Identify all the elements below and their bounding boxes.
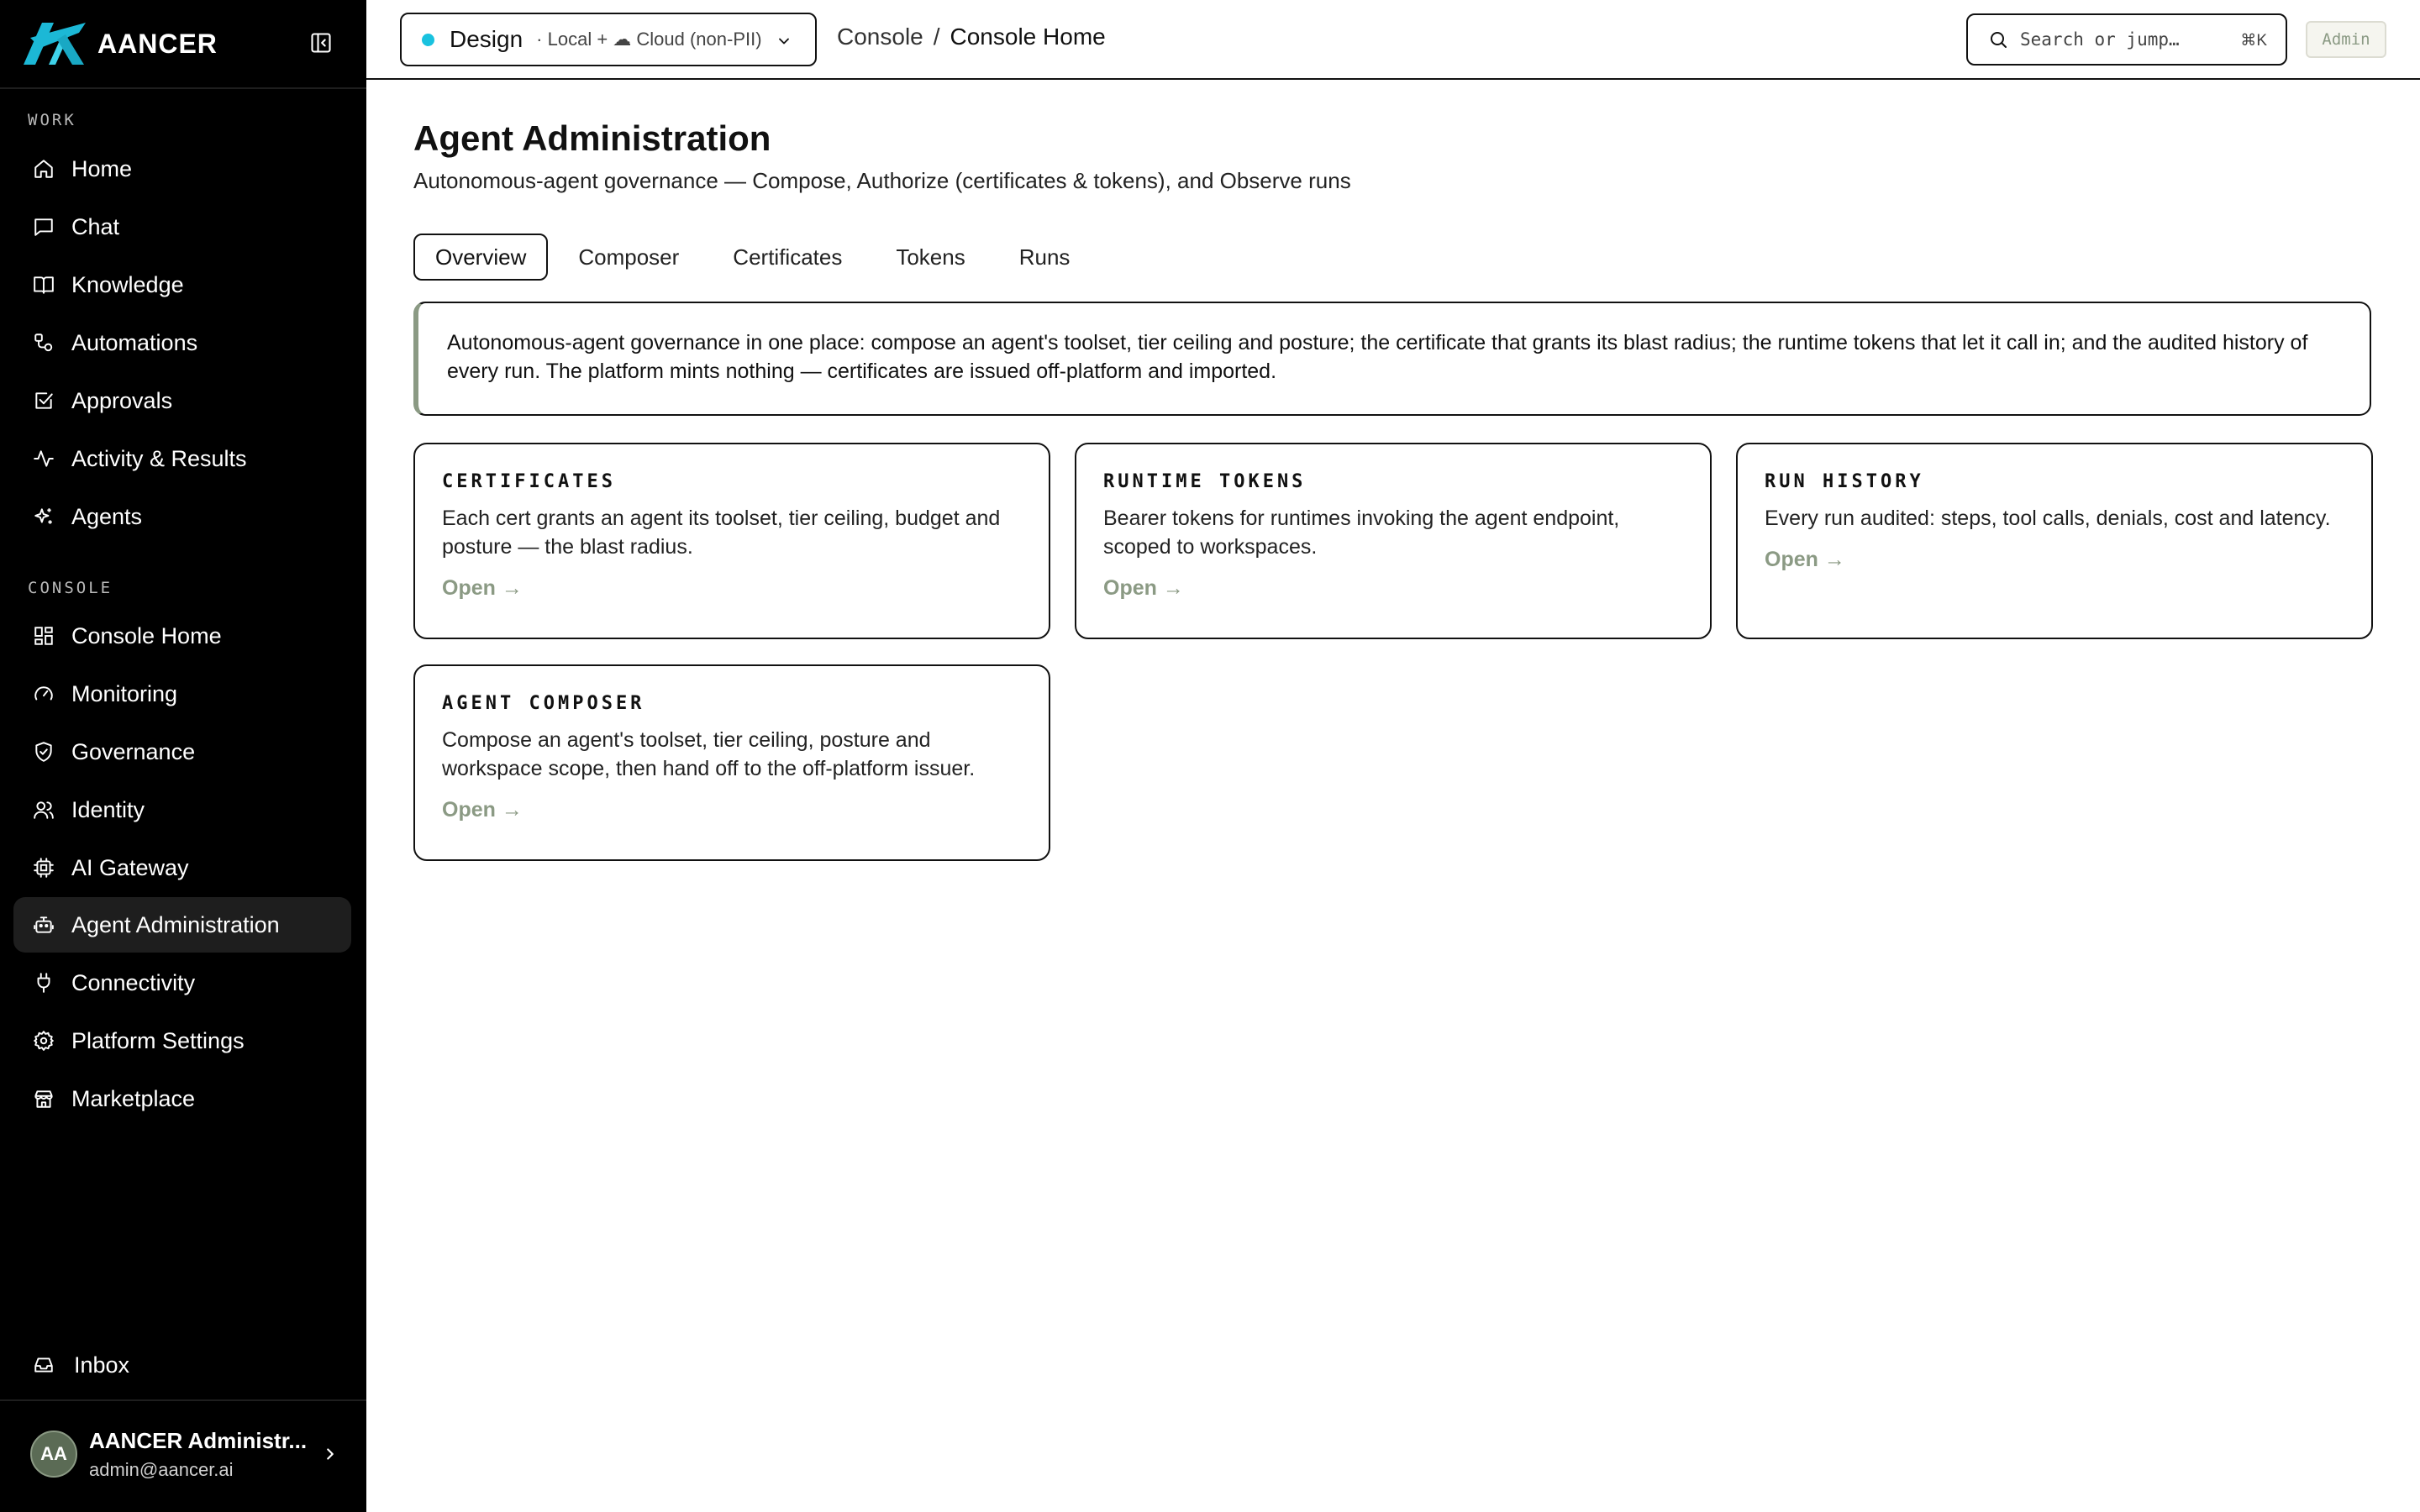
breadcrumb-separator: / — [933, 24, 940, 50]
user-name: AANCER Administr... — [89, 1427, 308, 1453]
avatar: AA — [30, 1431, 77, 1478]
sidebar-item-marketplace[interactable] — [13, 1071, 351, 1126]
sidebar-item-label: Governance — [71, 738, 196, 764]
sidebar-item-connectivity[interactable] — [13, 955, 351, 1011]
sidebar-item-identity[interactable] — [13, 782, 351, 837]
sidebar-item-label: Approvals — [71, 387, 173, 413]
home-icon — [32, 157, 55, 181]
users-icon — [32, 798, 55, 822]
page-title: Agent Administration — [413, 118, 771, 158]
sidebar-item-console-home[interactable] — [13, 608, 351, 664]
sidebar-item-knowledge[interactable] — [13, 257, 351, 312]
sidebar-item-inbox[interactable] — [13, 1337, 351, 1393]
card-title: RUNTIME TOKENS — [1103, 471, 1307, 492]
tab-composer[interactable]: Composer — [578, 244, 680, 270]
sidebar-item-label: Console Home — [71, 622, 222, 648]
role-badge: Admin — [2306, 21, 2386, 58]
user-menu[interactable] — [13, 1416, 353, 1492]
intro-callout: Autonomous-agent governance in one place: compose an agent's toolset, tier ceiling and posture; the certificate that grants its blast radius; the runtime tokens that let it call in; and the audited history of every run. The platform mints nothing — certificates are issued off-platform and imported. — [413, 302, 2371, 416]
env-status-dot — [422, 34, 434, 46]
chat-icon — [32, 215, 55, 239]
inbox-icon — [32, 1353, 55, 1377]
card-open-link[interactable]: Open → — [1765, 548, 1845, 571]
card-description: Every run audited: steps, tool calls, denials, cost and latency. — [1765, 507, 2331, 530]
card-description: Compose an agent's toolset, tier ceiling, posture and workspace scope, then hand off to the off-platform issuer. — [442, 728, 976, 780]
brand-name: AANCER — [97, 28, 218, 59]
sidebar-item-ai-gateway[interactable] — [13, 840, 351, 895]
search-icon — [1988, 29, 2008, 50]
breadcrumb-parent[interactable]: Console — [837, 24, 923, 50]
sidebar-item-monitoring[interactable] — [13, 666, 351, 722]
sidebar-item-agent-administration[interactable] — [13, 897, 351, 953]
sidebar-item-label: Activity & Results — [71, 445, 247, 471]
tab-overview[interactable]: Overview — [413, 234, 548, 281]
collapse-sidebar-button[interactable] — [306, 29, 336, 57]
shield-icon — [32, 740, 55, 764]
card-agent-composer[interactable] — [413, 664, 1050, 861]
sidebar-item-label: Chat — [71, 213, 120, 239]
card-certificates[interactable] — [413, 443, 1050, 639]
bot-icon — [32, 913, 55, 937]
main-content — [366, 81, 2420, 1512]
search-shortcut: ⌘K — [2240, 32, 2267, 50]
sidebar-item-label: Knowledge — [71, 271, 184, 297]
sidebar-divider — [0, 1399, 366, 1401]
sidebar-item-label: Home — [71, 155, 133, 181]
activity-icon — [32, 447, 55, 470]
card-description: Each cert grants an agent its toolset, tier ceiling, budget and posture — the blast radius. — [442, 507, 1001, 559]
search-placeholder: Search or jump… — [2020, 29, 2180, 50]
card-title: RUN HISTORY — [1765, 471, 1924, 492]
card-open-link[interactable]: Open → — [442, 798, 523, 822]
environment-selector[interactable] — [400, 13, 817, 66]
card-description: Bearer tokens for runtimes invoking the agent endpoint, scoped to workspaces. — [1103, 507, 1620, 559]
sidebar-item-approvals[interactable] — [13, 373, 351, 428]
tab-certificates[interactable]: Certificates — [733, 244, 843, 270]
section-label-work: WORK — [28, 111, 76, 129]
gear-icon — [32, 1029, 55, 1053]
breadcrumb-current: Console Home — [950, 24, 1106, 50]
sidebar-item-label: Marketplace — [71, 1085, 196, 1111]
card-title: CERTIFICATES — [442, 471, 616, 492]
section-label-console: CONSOLE — [28, 579, 113, 597]
tab-bar — [413, 234, 1100, 281]
topbar — [366, 0, 2420, 80]
card-title: AGENT COMPOSER — [442, 693, 645, 714]
sidebar-divider — [0, 87, 366, 89]
chevron-down-icon — [775, 33, 793, 50]
sidebar-item-label: Agent Administration — [71, 911, 280, 937]
search-input[interactable] — [1966, 13, 2287, 66]
env-name: Design — [450, 26, 523, 52]
user-email: admin@aancer.ai — [89, 1458, 234, 1480]
sidebar — [0, 0, 366, 1512]
card-runtime-tokens[interactable] — [1075, 443, 1712, 639]
aancer-logo-icon — [24, 23, 86, 65]
plug-icon — [32, 971, 55, 995]
sidebar-item-label: Automations — [71, 329, 198, 355]
sidebar-item-label: Monitoring — [71, 680, 178, 706]
store-icon — [32, 1087, 55, 1110]
sidebar-item-agents[interactable] — [13, 489, 351, 544]
sidebar-item-governance[interactable] — [13, 724, 351, 780]
sidebar-item-label: Inbox — [74, 1352, 130, 1378]
sidebar-item-label: Identity — [71, 796, 145, 822]
sidebar-item-label: Platform Settings — [71, 1027, 245, 1053]
book-icon — [32, 273, 55, 297]
sidebar-item-automations[interactable] — [13, 315, 351, 370]
chevron-right-icon — [321, 1443, 339, 1465]
checkbox-icon — [32, 389, 55, 412]
sidebar-item-label: Connectivity — [71, 969, 196, 995]
card-open-link[interactable]: Open → — [442, 576, 523, 600]
sidebar-item-platform-settings[interactable] — [13, 1013, 351, 1068]
sidebar-item-activity-results[interactable] — [13, 431, 351, 486]
sidebar-item-label: Agents — [71, 503, 143, 529]
card-run-history[interactable] — [1736, 443, 2373, 639]
chip-icon — [32, 856, 55, 879]
brand[interactable] — [24, 22, 218, 66]
sidebar-item-home[interactable] — [13, 141, 351, 197]
gauge-icon — [32, 682, 55, 706]
grid-icon — [32, 624, 55, 648]
breadcrumb — [837, 24, 1106, 50]
workflow-icon — [32, 331, 55, 354]
sidebar-item-label: AI Gateway — [71, 854, 189, 880]
card-open-link[interactable]: Open → — [1103, 576, 1184, 600]
sparkles-icon — [32, 505, 55, 528]
page-subtitle: Autonomous-agent governance — Compose, Authorize (certificates & tokens), and Observe runs — [413, 168, 1351, 193]
tab-runs[interactable]: Runs — [1018, 244, 1071, 270]
sidebar-item-chat[interactable] — [13, 199, 351, 255]
tab-tokens[interactable]: Tokens — [896, 244, 965, 270]
sidebar-collapse-icon — [309, 31, 333, 55]
env-detail: · Local + ☁ Cloud (non-PII) — [536, 29, 762, 50]
